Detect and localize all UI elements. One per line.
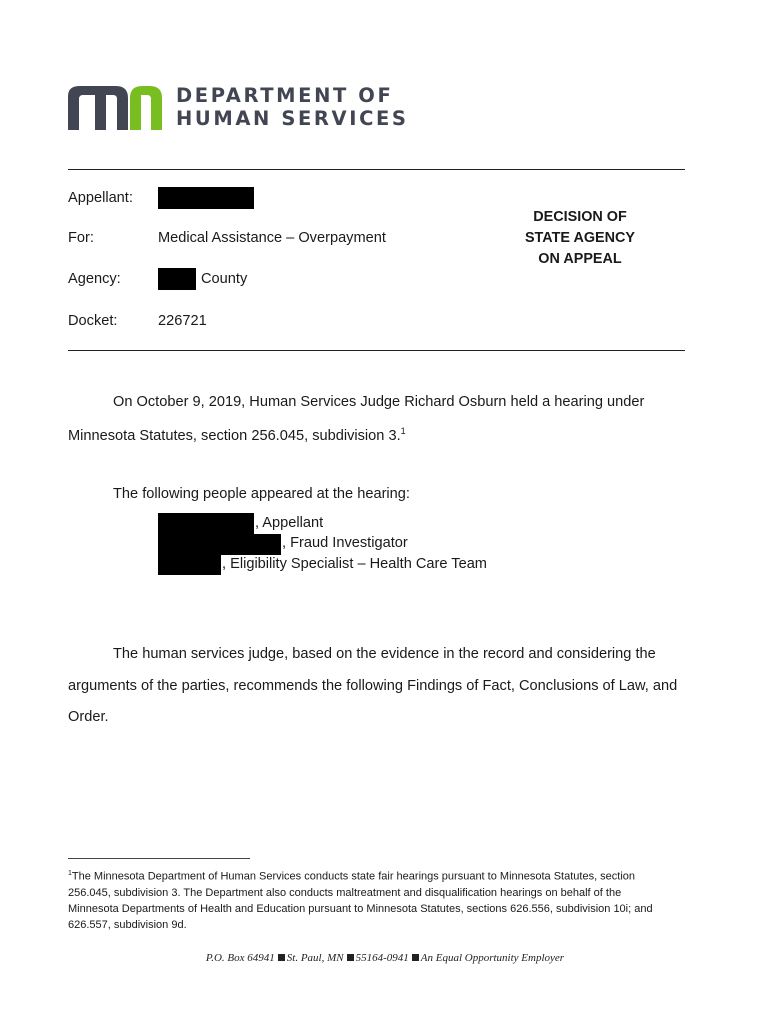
attendee-2-redaction [158, 534, 281, 555]
dhs-logo [68, 82, 413, 132]
square-bullet-icon [412, 954, 419, 961]
footer-zip: 55164-0941 [355, 952, 409, 964]
decision-line-2: STATE AGENCY [524, 230, 636, 246]
decision-line-3: ON APPEAL [538, 251, 622, 267]
footer-eoe: An Equal Opportunity Employer [420, 952, 565, 964]
appellant-redaction [158, 187, 254, 209]
logo-line-1: DEPARTMENT OF [176, 84, 394, 107]
decision-title [490, 207, 670, 270]
attendee-3-role: , Eligibility Specialist – Health Care Team [222, 556, 487, 572]
attendee-1-role: , Appellant [255, 515, 324, 531]
square-bullet-icon [278, 954, 285, 961]
agency-redaction [158, 268, 196, 290]
for-value: Medical Assistance – Overpayment [158, 230, 386, 246]
decision-line-1: DECISION OF [533, 209, 627, 225]
footnote-line-2: 256.045, subdivision 3. The Department also conducts maltreatment and disqualification hearings on behalf of the [68, 886, 622, 899]
agency-label: Agency: [68, 271, 121, 287]
footer-city: St. Paul, MN [286, 952, 344, 964]
logo-text [176, 84, 409, 130]
attendee-2-role: , Fraud Investigator [282, 535, 408, 551]
paragraph-3-line-3: Order. [68, 709, 109, 725]
footer-po-box: P.O. Box 64941 [205, 952, 275, 964]
attendee-3-redaction [158, 554, 221, 575]
docket-value: 226721 [158, 313, 207, 329]
mn-logo-mark [68, 86, 164, 130]
agency-value: County [201, 271, 248, 287]
appellant-label: Appellant: [68, 190, 133, 206]
page-footer [0, 952, 770, 964]
attendee-1-redaction [158, 513, 254, 534]
footnote-rule [68, 858, 250, 859]
footnote-line-4: 626.557, subdivision 9d. [68, 918, 187, 931]
top-rule [68, 169, 685, 170]
paragraph-2: The following people appeared at the hearing: [113, 486, 410, 502]
paragraph-1-line-1: On October 9, 2019, Human Services Judge Richard Osburn held a hearing under [113, 394, 645, 410]
footnote-line-3: Minnesota Departments of Health and Education pursuant to Minnesota Statutes, sections 626.556, subdivision 10i; and [68, 902, 653, 915]
footnote [68, 866, 688, 933]
bottom-rule [68, 350, 685, 351]
square-bullet-icon [347, 954, 354, 961]
docket-label: Docket: [68, 313, 118, 329]
for-label: For: [68, 230, 94, 246]
paragraph-1-text: Minnesota Statutes, section 256.045, subdivision 3. [68, 427, 401, 444]
footnote-marker: 1 [68, 870, 72, 877]
paragraph-1-line-2 [68, 426, 406, 444]
footnote-line-1 [68, 866, 688, 885]
logo-line-2: HUMAN SERVICES [176, 107, 409, 130]
footnote-ref: 1 [400, 426, 406, 436]
footnote-text-1: The Minnesota Department of Human Services conducts state fair hearings pursuant to Minnesota Statutes, section [71, 870, 636, 883]
paragraph-3-line-1: The human services judge, based on the evidence in the record and considering the [113, 646, 656, 662]
paragraph-3-line-2: arguments of the parties, recommends the following Findings of Fact, Conclusions of Law, and [68, 678, 678, 694]
